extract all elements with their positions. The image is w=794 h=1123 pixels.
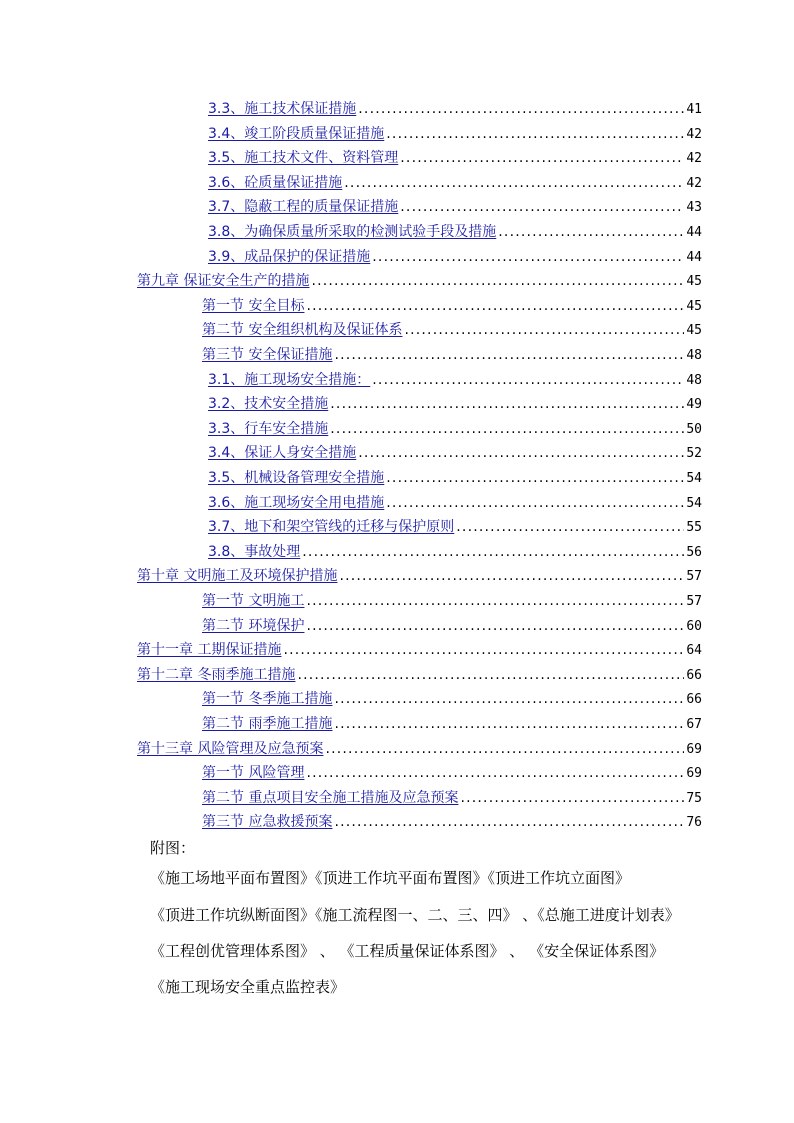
toc-dot-leader [302,543,684,561]
toc-entry[interactable] [208,395,702,414]
toc-entry-link[interactable]: 第二节 安全组织机构及保证体系 [202,322,403,339]
toc-entry-link[interactable]: 第十二章 冬雨季施工措施 [137,666,296,683]
toc-entry[interactable] [208,198,702,217]
toc-dot-leader [311,272,684,290]
toc-page-number: 75 [686,790,702,806]
toc-entry-link[interactable]: 3.4、竣工阶段质量保证措施 [208,125,385,142]
toc-dot-leader [330,420,684,438]
toc-entry[interactable] [208,518,702,537]
toc-page-number: 42 [686,151,702,167]
appendix-line: 《施工场地平面布置图》《顶进工作坑平面布置图》《顶进工作坑立面图》 [150,869,631,887]
toc-entry-link[interactable]: 3.8、为确保质量所采取的检测试验手段及措施 [208,224,497,240]
toc-entry-link[interactable]: 第九章 保证安全生产的措施 [137,273,310,290]
toc-dot-leader [498,223,684,241]
toc-page-number: 69 [686,741,702,757]
toc-entry[interactable] [208,125,702,144]
toc-dot-leader [339,567,684,585]
toc-entry[interactable] [137,740,702,759]
toc-page-number: 48 [686,372,702,388]
toc-page-number: 45 [686,323,702,339]
toc-dot-leader [358,100,684,118]
toc-page-number: 67 [686,717,702,732]
toc-dot-leader [283,641,684,659]
toc-entry-link[interactable]: 3.6、施工现场安全用电措施 [208,494,385,511]
toc-entry-link[interactable]: 3.7、隐蔽工程的质量保证措施 [208,199,399,216]
toc-entry[interactable] [202,592,702,611]
appendix-line: 《顶进工作坑纵断面图》《施工流程图一、二、三、四》 、《总施工进度计划表》 [150,906,680,924]
toc-entry[interactable] [208,371,702,390]
toc-entry[interactable] [202,813,702,832]
toc-dot-leader [372,248,684,266]
toc-entry-link[interactable]: 第二节 重点项目安全施工措施及应急预案 [202,789,459,806]
toc-entry[interactable] [137,567,702,586]
appendix-line: 《工程创优管理体系图》 、 《工程质量保证体系图》 、 《安全保证体系图》 [150,942,665,960]
toc-entry-link[interactable]: 3.1、施工现场安全措施： [208,371,371,388]
toc-entry[interactable] [208,543,702,562]
toc-page-number: 66 [686,667,702,683]
toc-page-number: 42 [686,126,702,142]
toc-entry[interactable] [137,666,702,685]
toc-page-number: 42 [686,175,702,191]
toc-entry-link[interactable]: 第一节 文明施工 [202,593,305,609]
toc-dot-leader [386,125,684,143]
toc-page-number: 60 [686,618,702,634]
toc-entry[interactable] [208,248,702,267]
toc-dot-leader [334,346,684,364]
toc-dot-leader [460,789,684,807]
toc-dot-leader [334,813,684,831]
toc-page-number: 48 [686,348,702,363]
toc-page-number: 45 [686,274,702,290]
toc-dot-leader [306,592,684,610]
toc-page-number: 44 [686,249,702,265]
toc-dot-leader [400,198,684,216]
appendix-label: 附图： [150,839,196,857]
toc-entry-link[interactable]: 第十三章 风险管理及应急预案 [137,740,324,757]
toc-entry-link[interactable]: 3.4、保证人身安全措施 [208,445,357,462]
toc-entry[interactable] [208,223,702,242]
toc-entry-link[interactable]: 3.5、施工技术文件、资料管理 [208,150,399,167]
appendix-line: 《施工现场安全重点监控表》 [150,978,346,996]
toc-entry[interactable] [137,272,702,291]
toc-entry[interactable] [202,690,702,709]
toc-dot-leader [297,666,684,684]
toc-dot-leader [344,174,684,192]
toc-entry[interactable] [208,444,702,463]
toc-entry[interactable] [202,764,702,783]
toc-dot-leader [306,617,684,635]
toc-page-number: 52 [686,446,702,462]
toc-entry[interactable] [208,100,702,119]
toc-entry-link[interactable]: 3.6、砼质量保证措施 [208,174,343,191]
toc-entry-link[interactable]: 第十一章 工期保证措施 [137,642,282,659]
toc-entry-link[interactable]: 第十章 文明施工及环境保护措施 [137,568,338,585]
toc-page-number: 43 [686,200,702,216]
toc-entry-link[interactable]: 第二节 环境保护 [202,617,305,634]
toc-page-number: 57 [686,569,702,585]
toc-dot-leader [334,715,684,733]
toc-entry-link[interactable]: 第三节 安全保证措施 [202,347,333,363]
toc-entry[interactable] [202,321,702,340]
toc-entry-link[interactable]: 3.3、施工技术保证措施 [208,101,357,117]
toc-dot-leader [306,297,684,315]
toc-entry[interactable] [202,346,702,365]
toc-dot-leader [404,321,684,339]
toc-page-number: 69 [686,766,702,782]
toc-entry[interactable] [208,420,702,439]
toc-entry-link[interactable]: 3.8、事故处理 [208,543,301,560]
toc-page-number: 41 [686,102,702,117]
toc-page-number: 56 [686,544,702,560]
toc-entry[interactable] [137,641,702,660]
toc-entry-link[interactable]: 第一节 风险管理 [202,765,305,782]
toc-page-number: 76 [686,815,702,831]
toc-entry-link[interactable]: 3.5、机械设备管理安全措施 [208,470,385,486]
toc-entry-link[interactable]: 第一节 冬季施工措施 [202,691,333,708]
toc-dot-leader [325,740,684,758]
toc-page-number: 45 [686,298,702,314]
toc-entry[interactable] [208,494,702,513]
toc-page-number: 57 [686,594,702,609]
toc-dot-leader [456,518,684,536]
toc-entry-link[interactable]: 第一节 安全目标 [202,297,305,314]
toc-page-number: 44 [686,225,702,240]
toc-entry[interactable] [202,715,702,734]
toc-entry-link[interactable]: 第三节 应急救援预案 [202,814,333,831]
toc-entry[interactable] [202,617,702,636]
toc-dot-leader [306,764,684,782]
toc-dot-leader [358,444,684,462]
toc-entry-link[interactable]: 3.3、行车安全措施 [208,420,329,437]
toc-page-number: 64 [686,643,702,659]
toc-dot-leader [372,371,684,389]
toc-entry[interactable] [202,297,702,316]
toc-entry[interactable] [208,469,702,488]
toc-page-number: 66 [686,692,702,708]
toc-page-number: 55 [686,520,702,536]
toc-entry-link[interactable]: 3.2、技术安全措施 [208,396,329,413]
toc-dot-leader [386,469,684,487]
toc-entry-link[interactable]: 3.9、成品保护的保证措施 [208,248,371,265]
toc-dot-leader [386,494,684,512]
toc-page-number: 54 [686,471,702,486]
toc-entry[interactable] [202,789,702,808]
toc-entry-link[interactable]: 第二节 雨季施工措施 [202,716,333,732]
toc-dot-leader [330,395,684,413]
toc-dot-leader [400,149,684,167]
toc-page-number: 49 [686,397,702,413]
toc-page-number: 50 [686,421,702,437]
toc-dot-leader [334,690,684,708]
toc-entry[interactable] [208,174,702,193]
toc-entry-link[interactable]: 3.7、地下和架空管线的迁移与保护原则 [208,519,455,536]
toc-page-number: 54 [686,495,702,511]
toc-entry[interactable] [208,149,702,168]
